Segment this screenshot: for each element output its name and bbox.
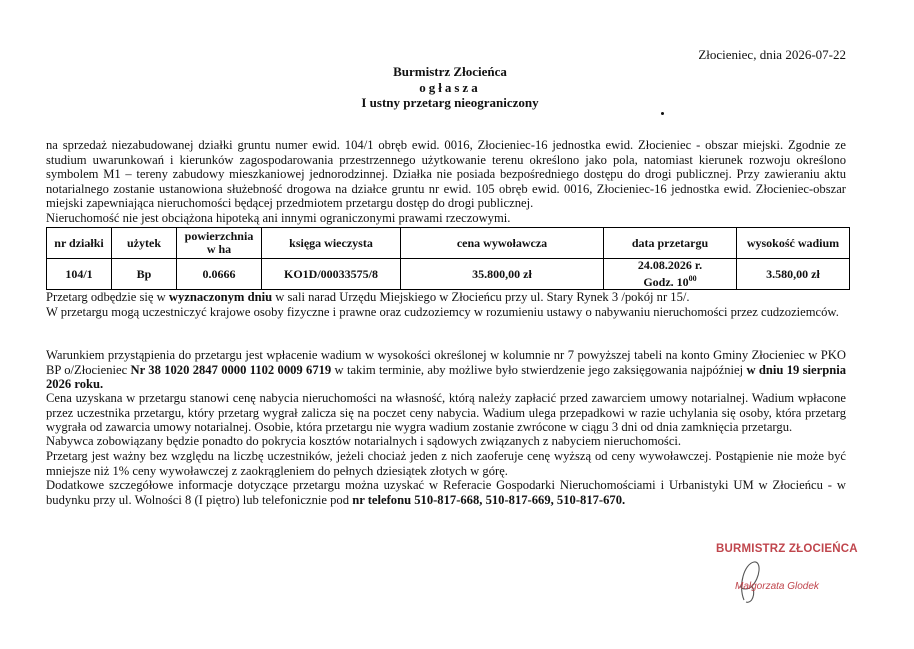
cell-deposit: 3.580,00 zł — [737, 259, 850, 290]
cell-use: Bp — [112, 259, 177, 290]
validity-paragraph: Przetarg jest ważny bez względu na liczbę uczestników, jeżeli chociaż jeden z nich zaoferuje cenę wyższą od ceny wywoławczej. Postąpienie nie może być mniejsze niż 1% ceny wywoławczej z zaokrągleniem do pełnych dziesiątek złotych w górę. — [46, 449, 846, 478]
deposit-text-mid: w takim terminie, aby możliwe było stwierdzenie jego zaksięgowania najpóźniej — [331, 362, 747, 377]
col-plot: nr działki — [47, 228, 112, 259]
venue-bold: wyznaczonym dniu — [168, 290, 273, 304]
col-deposit: wysokość wadium — [737, 228, 850, 259]
col-price: cena wywoławcza — [401, 228, 604, 259]
property-table — [46, 227, 850, 290]
tender-time: Godz. 10 — [643, 275, 689, 289]
col-register: księga wieczysta — [262, 228, 401, 259]
cell-plot: 104/1 — [47, 259, 112, 290]
contact-phones: nr telefonu 510-817-668, 510-817-669, 510-817-670. — [352, 492, 626, 507]
document-date: Złocieniec, dnia 2026-07-22 — [698, 47, 846, 62]
col-area: powierzchnia w ha — [177, 228, 262, 259]
price-terms-paragraph: Cena uzyskana w przetargu stanowi cenę nabycia nieruchomości na własność, którą należy zapłacić przed zawarciem umowy notarialnej. Wadium wpłacone przez uczestnika przetargu, który przetarg wygrał zalicza się na poczet ceny nabycia. Wadium ulega przepadkowi w razie uchylania się osoby, która przetarg wygrała od zawarcia umowy notarialnej. Osobie, która przetargu nie wygra wadium zostanie zwrócone w ciągu 3 dni od dnia zamknięcia przetargu. — [46, 391, 846, 435]
tender-time-minutes: 00 — [688, 274, 697, 283]
tender-title: I ustny przetarg nieograniczony — [361, 95, 539, 110]
deposit-paragraph — [46, 348, 846, 392]
cell-date — [604, 259, 737, 290]
cell-area: 0.0666 — [177, 259, 262, 290]
signature-name: Małgorzata Glodek — [735, 581, 819, 592]
table-row — [47, 259, 850, 290]
contact-text: Dodatkowe szczegółowe informacje dotyczące przetargu można uzyskać w Referacie Gospodarki Nieruchomościami i Urbanistyki UM w Złocieńcu - w budynku przy ul. Wolności 8 (I piętro) lub telefonicznie pod — [46, 478, 846, 507]
stray-dot — [661, 112, 664, 115]
signature-title: BURMISTRZ ZŁOCIEŃCA — [716, 543, 858, 555]
tender-date: 24.08.2026 r. — [637, 258, 703, 272]
costs-paragraph: Nabywca zobowiązany będzie ponadto do pokrycia kosztów notarialnych i sądowych związanych z nabyciem nieruchomości. — [46, 434, 682, 448]
intro-paragraph — [46, 138, 846, 226]
participants-paragraph: W przetargu mogą uczestniczyć krajowe osoby fizyczne i prawne oraz cudzoziemcy w rozumieniu ustawy o nabywaniu nieruchomości przez cudzoziemców. — [46, 305, 839, 319]
cell-price: 35.800,00 zł — [401, 259, 604, 290]
contact-paragraph — [46, 478, 846, 507]
cell-register: KO1D/00033575/8 — [262, 259, 401, 290]
issuer-heading: Burmistrz Złocieńca — [393, 64, 507, 79]
bank-account: Nr 38 1020 2847 0000 1102 0009 6719 — [130, 362, 332, 377]
venue-text-end: w sali narad Urzędu Miejskiego w Złocieńcu przy ul. Stary Rynek 3 /pokój nr 15/. — [272, 290, 690, 304]
venue-paragraph — [46, 290, 846, 305]
table-header-row — [47, 228, 850, 259]
intro-text: na sprzedaż niezabudowanej działki gruntu numer ewid. 104/1 obręb ewid. 0016, Złocieniec-16 jednostka ewid. Złocieniec - obszar miejski. Zgodnie ze studium uwarunkowań i kierunków zagospodarowania przestrzennego użytkowanie terenu określono jako pola, natomiast kierunek rozwoju określono symbolem M1 – tereny zabudowy mieszkaniowej jednorodzinnej. Działka nie posiada bezpośredniego dostępu do drogi publicznej. Przy zawieraniu aktu notarialnego zostanie ustanowiona służebność drogowa na działce gruntu nr ewid. 105 obręb ewid. 0016, Złocieniec-16 jednostka ewid. Złocieniec-obszar miejski zapewniająca nieruchomości będącej przedmiotem przetargu dostęp do drogi publicznej. — [46, 138, 846, 211]
col-date: data przetargu — [604, 228, 737, 259]
encumbrance-text: Nieruchomość nie jest obciążona hipoteką ani innymi ograniczonymi prawami rzeczowymi. — [46, 210, 511, 225]
deposit-deadline: w dniu 19 sierpnia 2026 roku. — [46, 362, 847, 392]
deposit-text: Warunkiem przystąpienia do przetargu jest wpłacenie wadium w wysokości określonej w kolumnie nr 7 powyższej tabeli na konto Gminy Złocieniec w PKO BP o/Złocieniec — [46, 348, 846, 377]
venue-text: Przetarg odbędzie się w — [46, 290, 169, 304]
announces-heading: ogłasza — [419, 80, 481, 95]
col-use: użytek — [112, 228, 177, 259]
